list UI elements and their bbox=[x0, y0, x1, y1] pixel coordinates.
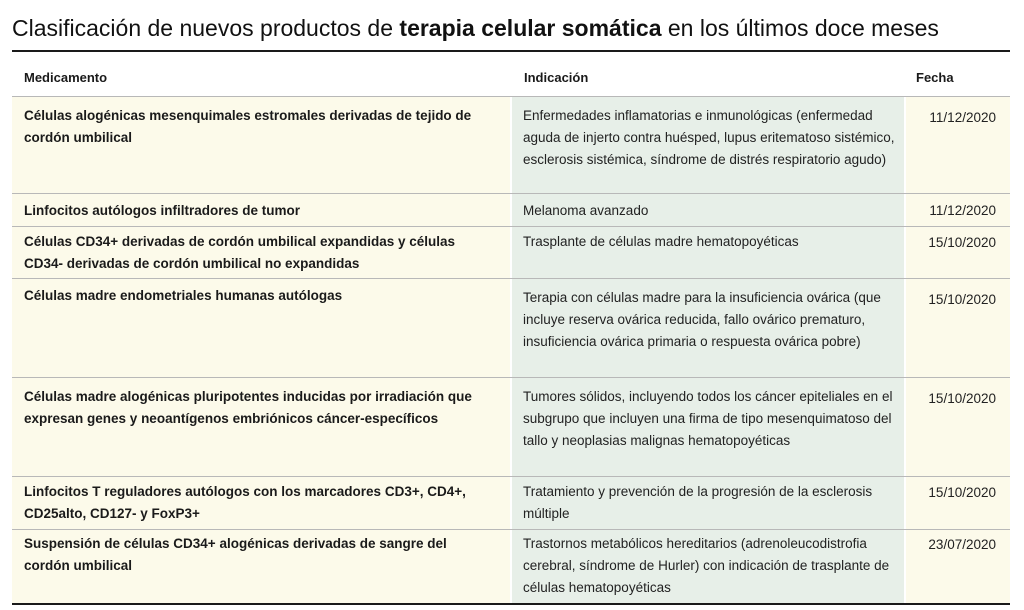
header-medicamento: Medicamento bbox=[24, 70, 108, 85]
medicamento-cell bbox=[12, 279, 510, 377]
fecha-cell bbox=[906, 279, 1010, 377]
fecha-text: 15/10/2020 bbox=[928, 391, 996, 406]
medicamento-text: Linfocitos T reguladores autólogos con los marcadores CD3+, CD4+, CD25alto, CD127- y FoxP3+ bbox=[24, 484, 466, 521]
medicamento-text: Células alogénicas mesenquimales estromales derivadas de tejido de cordón umbilical bbox=[24, 108, 472, 145]
medicamento-text: Células madre endometriales humanas autólogas bbox=[24, 288, 343, 303]
indicacion-cell bbox=[512, 279, 904, 377]
bottom-rule bbox=[12, 603, 1010, 605]
title-text-start: Clasificación de nuevos productos de bbox=[12, 15, 400, 41]
medicamento-text: Células CD34+ derivadas de cordón umbilical expandidas y células CD34- derivadas de cordón umbilical no expandidas bbox=[24, 234, 456, 271]
fecha-text: 15/10/2020 bbox=[928, 235, 996, 250]
indicacion-text: Tumores sólidos, incluyendo todos los cáncer epiteliales en el subgrupo que incluyen una firma de tipo mesenquimatoso del tallo y neoplasias malignas hematopoyéticas bbox=[523, 389, 893, 448]
top-rule bbox=[12, 50, 1010, 52]
fecha-text: 15/10/2020 bbox=[928, 485, 996, 500]
table-row bbox=[12, 378, 1010, 476]
indicacion-text: Enfermedades inflamatorias e inmunológicas (enfermedad aguda de injerto contra huésped, lupus eritematoso sistémico, esclerosis sistémica, síndrome de distrés respiratorio agudo) bbox=[523, 108, 895, 167]
fecha-text: 11/12/2020 bbox=[929, 203, 996, 218]
medicamento-text: Suspensión de células CD34+ alogénicas derivadas de sangre del cordón umbilical bbox=[24, 536, 447, 573]
table-row bbox=[12, 530, 1010, 603]
fecha-cell bbox=[906, 378, 1010, 476]
fecha-cell bbox=[906, 530, 1010, 603]
fecha-cell bbox=[906, 194, 1010, 226]
medicamento-text: Células madre alogénicas pluripotentes inducidas por irradiación que expresan genes y neoantígenos embriónicos cáncer-específicos bbox=[24, 389, 472, 426]
indicacion-cell bbox=[512, 477, 904, 529]
medicamento-cell bbox=[12, 227, 510, 278]
table-row bbox=[12, 97, 1010, 193]
indicacion-text: Melanoma avanzado bbox=[523, 203, 649, 218]
indicacion-text: Terapia con células madre para la insuficiencia ovárica (que incluye reserva ovárica reducida, fallo ovárico prematuro, insuficiencia ovárica primaria o respuesta ovárica pobre) bbox=[523, 290, 881, 349]
indicacion-cell bbox=[512, 97, 904, 193]
header-indicacion: Indicación bbox=[524, 70, 589, 85]
fecha-text: 15/10/2020 bbox=[928, 292, 996, 307]
table-row bbox=[12, 227, 1010, 278]
table-row bbox=[12, 477, 1010, 529]
indicacion-cell bbox=[512, 378, 904, 476]
title-text-end: en los últimos doce meses bbox=[661, 15, 939, 41]
medicamento-cell bbox=[12, 378, 510, 476]
medicamento-cell bbox=[12, 97, 510, 193]
title-text-bold: terapia celular somática bbox=[399, 15, 662, 41]
indicacion-cell bbox=[512, 227, 904, 278]
fecha-cell bbox=[906, 477, 1010, 529]
medicamento-cell bbox=[12, 194, 510, 226]
fecha-cell bbox=[906, 97, 1010, 193]
indicacion-cell bbox=[512, 194, 904, 226]
header-fecha: Fecha bbox=[916, 70, 954, 85]
page-title bbox=[12, 14, 939, 42]
fecha-text: 23/07/2020 bbox=[928, 537, 996, 552]
table-row bbox=[12, 279, 1010, 377]
medicamento-cell bbox=[12, 477, 510, 529]
indicacion-cell bbox=[512, 530, 904, 603]
indicacion-text: Trastornos metabólicos hereditarios (adrenoleucodistrofia cerebral, síndrome de Hurler) con indicación de trasplante de células hematopoyéticas bbox=[523, 536, 890, 595]
indicacion-text: Trasplante de células madre hematopoyéticas bbox=[523, 234, 799, 249]
fecha-text: 11/12/2020 bbox=[929, 110, 996, 125]
medicamento-text: Linfocitos autólogos infiltradores de tumor bbox=[24, 203, 301, 218]
table-row bbox=[12, 194, 1010, 226]
medicamento-cell bbox=[12, 530, 510, 603]
fecha-cell bbox=[906, 227, 1010, 278]
indicacion-text: Tratamiento y prevención de la progresión de la esclerosis múltiple bbox=[523, 484, 873, 521]
